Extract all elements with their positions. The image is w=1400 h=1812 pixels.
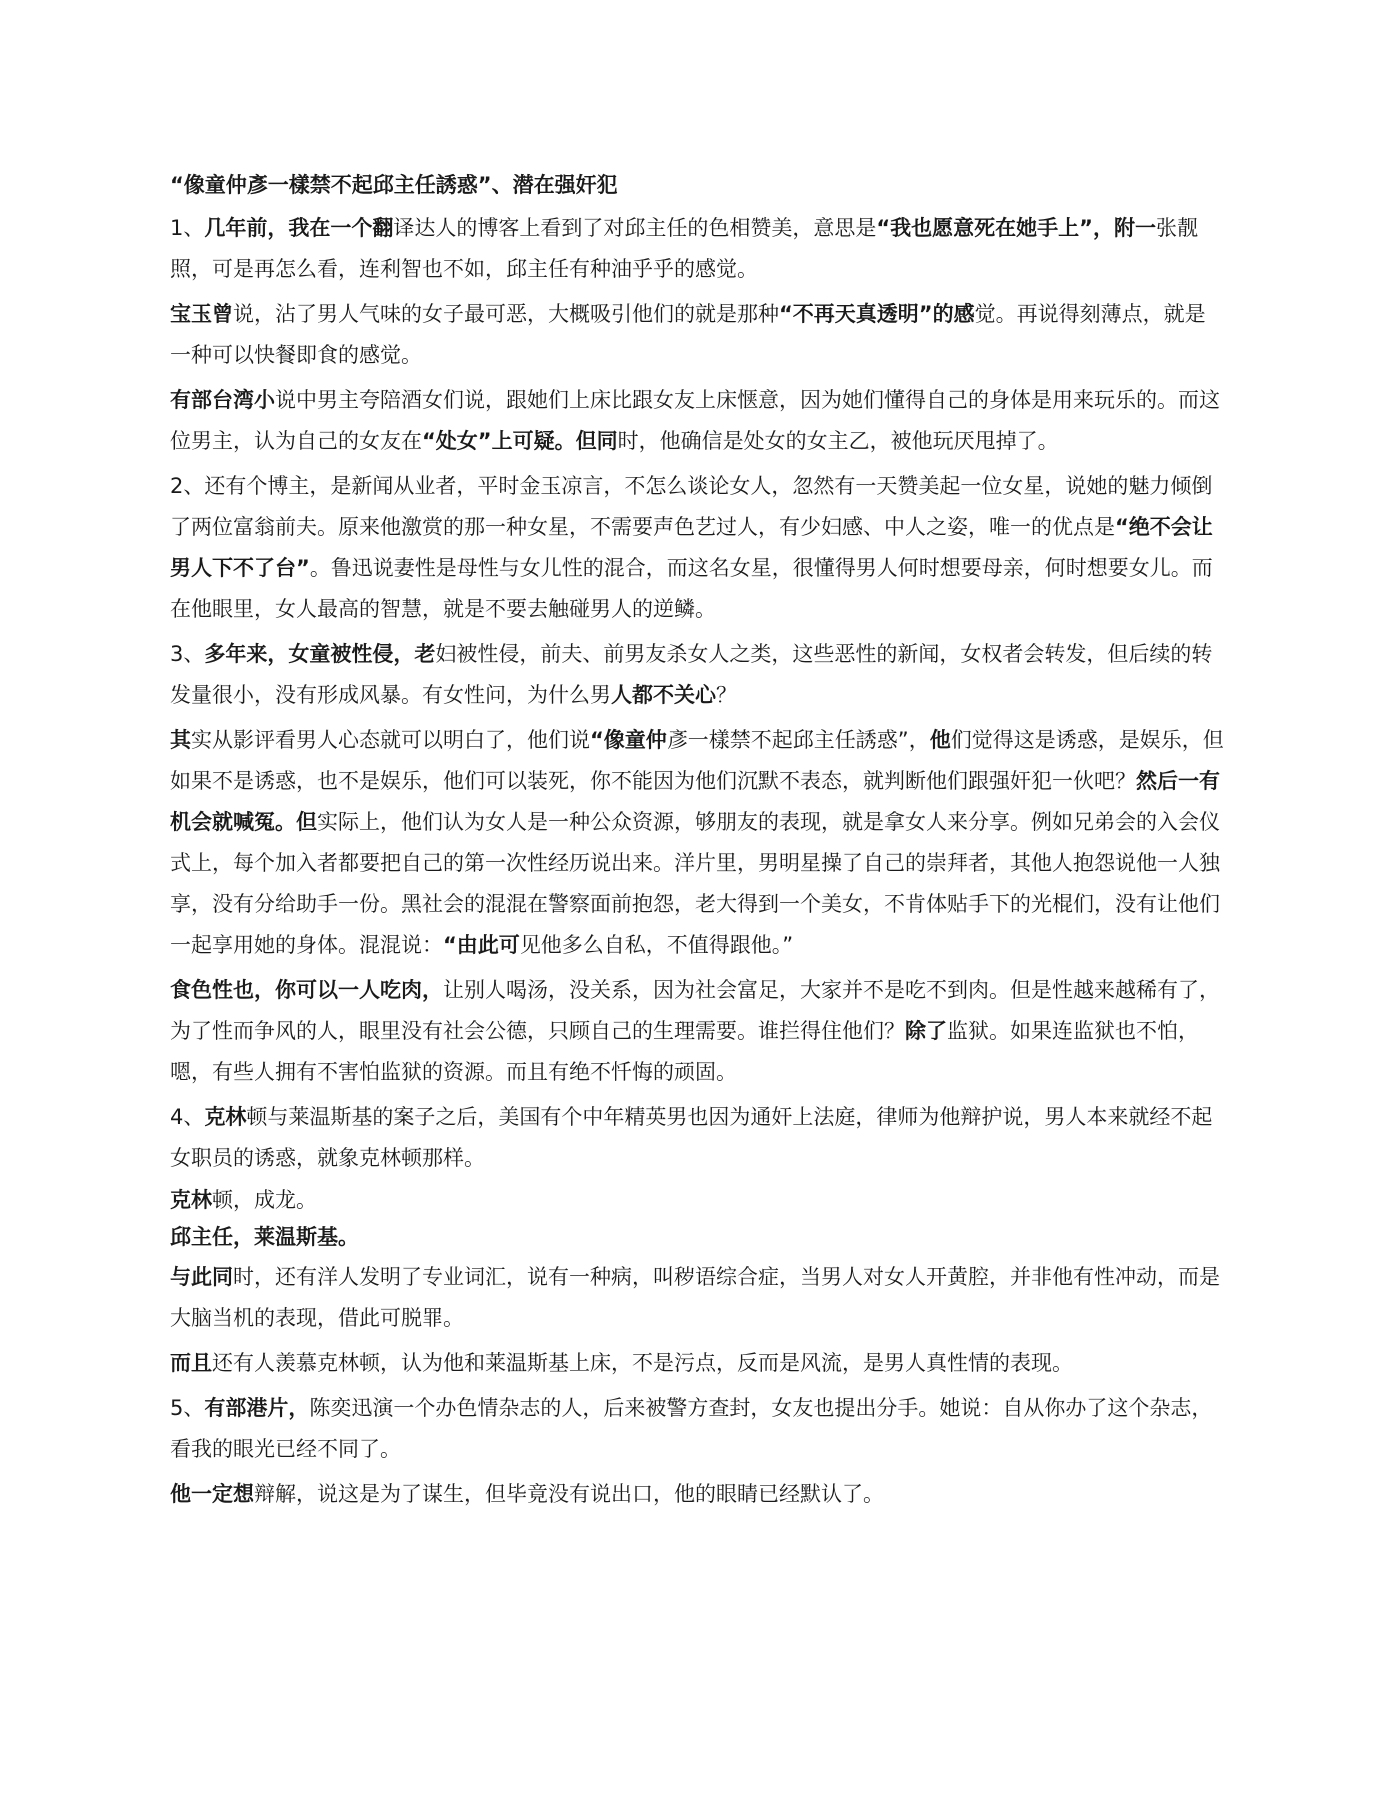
bold-text-run: 你可以一人吃肉， — [275, 978, 443, 1002]
text-run: 见他多么自私，不值得跟他。” — [519, 933, 794, 957]
document-body — [170, 208, 1225, 1515]
text-run: 们觉得这是诱惑，是娱乐，但如果不是诱惑，也不是娱乐，他们可以装死，你不能因为他们沉默不表态，就判断他们跟强奸犯一伙吧？ — [170, 728, 1224, 793]
bold-text-run: “像童仲 — [590, 728, 667, 752]
bold-text-run: 人都不关心 — [611, 683, 716, 707]
bold-text-run: 老 — [414, 642, 436, 666]
text-run: 说，沾了男人气味的女子最可恶，大概吸引他们的就是那种 — [233, 302, 779, 326]
bold-text-run: “处女”上可疑。但同 — [422, 429, 618, 453]
text-run: 3、 — [170, 642, 205, 666]
text-run: 陈奕迅演一个办色情杂志的人，后来被警方查封，女友也提出分手。她说：自从你办了这个杂志，看我的眼光已经不同了。 — [170, 1396, 1213, 1461]
bold-text-run: 有部港片， — [204, 1396, 310, 1420]
bold-text-run: 他 — [929, 728, 951, 752]
paragraph — [170, 466, 1225, 630]
text-run: 让别人喝汤，没关系，因为社会富足，大家并不是吃不到肉。但是性越来越稀有了，为了性而争风的人，眼里没有社会公德，只顾自己的生理需要。谁拦得住他们？ — [170, 978, 1220, 1043]
bold-text-run: 邱主任，莱温斯基。 — [170, 1225, 359, 1249]
bold-text-run: “我也愿意死在她手上”， — [876, 216, 1114, 240]
text-run: 还有人羡慕克林顿，认为他和莱温斯基上床，不是污点，反而是风流，是男人真性情的表现。 — [212, 1351, 1073, 1375]
bold-text-run: 附一 — [1113, 216, 1156, 240]
bold-text-run: 其 — [170, 728, 191, 752]
bold-text-run: “不再天真透明”的感 — [779, 302, 975, 326]
text-run: 辩解，说这是为了谋生，但毕竟没有说出口，他的眼睛已经默认了。 — [254, 1482, 884, 1506]
text-run: 时，他确信是处女的女主乙，被他玩厌甩掉了。 — [617, 429, 1059, 453]
text-run: 彥一樣禁不起邱主任誘惑”， — [666, 728, 930, 752]
paragraph — [170, 720, 1225, 966]
bold-text-run: “像童仲彥一樣禁不起邱主任誘惑”、潜在强奸犯 — [170, 173, 618, 197]
bold-text-run: 女童被性侵， — [288, 642, 415, 666]
bold-text-run: 除了 — [905, 1019, 947, 1043]
document-title — [170, 166, 1225, 204]
bold-text-run: 几年前， — [204, 216, 289, 240]
bold-text-run: 翻 — [372, 216, 394, 240]
text-run: 4、 — [170, 1105, 205, 1129]
text-run: 译达人的博客上看到了对邱主任的色相赞美，意思是 — [393, 216, 877, 240]
bold-text-run: 食色性也， — [170, 978, 275, 1002]
paragraph — [170, 1183, 1225, 1218]
paragraph — [170, 380, 1225, 462]
text-run: 实际上，他们认为女人是一种公众资源，够朋友的表现，就是拿女人来分享。例如兄弟会的入会仪式上，每个加入者都要把自己的第一次性经历说出来。洋片里，男明星操了自己的崇拜者，其他人抱怨说他一人独享，没有分给助手一份。黑社会的混混在警察面前抱怨，老大得到一个美女，不肯体贴手下的光棍们，没有让他们一起享用她的身体。混混说： — [170, 810, 1220, 957]
bold-text-run: 有部台湾小 — [170, 388, 275, 412]
text-run: 监狱。如果连监狱也不怕，嗯，有些人拥有不害怕监狱的资源。而且有绝不忏悔的顽固。 — [170, 1019, 1199, 1084]
paragraph — [170, 294, 1225, 376]
text-run: ？ — [716, 683, 737, 707]
text-run: 妇被性侵，前夫、前男友杀女人之类，这些恶性的新闻，女权者会转发，但后续的转发量很小，没有形成风暴。有女性问，为什么男 — [170, 642, 1213, 707]
bold-text-run: 我在一个 — [288, 216, 373, 240]
bold-text-run: 克林 — [170, 1188, 212, 1212]
paragraph — [170, 1220, 1225, 1255]
bold-text-run: 然后一有机会就喊冤。但 — [170, 769, 1220, 834]
text-run: 张靓照，可是再怎么看，连利智也不如，邱主任有种油乎乎的感觉。 — [170, 216, 1198, 281]
text-run: 说中男主夸陪酒女们说，跟她们上床比跟女友上床惬意，因为她们懂得自己的身体是用来玩乐的。而这位男主，认为自己的女友在 — [170, 388, 1220, 453]
paragraph — [170, 1257, 1225, 1339]
paragraph — [170, 1343, 1225, 1384]
text-run: 实从影评看男人心态就可以明白了，他们说 — [191, 728, 590, 752]
paragraph — [170, 1474, 1225, 1515]
text-run: 顿，成龙。 — [212, 1188, 317, 1212]
paragraph — [170, 1388, 1225, 1470]
bold-text-run: “由此可 — [443, 933, 520, 957]
text-run: 5、 — [170, 1396, 205, 1420]
bold-text-run: “绝不会让男人下不了台” — [170, 515, 1213, 580]
bold-text-run: 与此同 — [170, 1265, 233, 1289]
bold-text-run: 多年来， — [204, 642, 289, 666]
document-page — [170, 166, 1225, 1519]
paragraph — [170, 208, 1225, 290]
bold-text-run: 他一定想 — [170, 1482, 254, 1506]
text-run: 觉。再说得刻薄点，就是一种可以快餐即食的感觉。 — [170, 302, 1206, 367]
bold-text-run: 而且 — [170, 1351, 212, 1375]
text-run: 时，还有洋人发明了专业词汇，说有一种病，叫秽语综合症，当男人对女人开黄腔，并非他有性冲动，而是大脑当机的表现，借此可脱罪。 — [170, 1265, 1220, 1330]
text-run: 。鲁迅说妻性是母性与女儿性的混合，而这名女星，很懂得男人何时想要母亲，何时想要女儿。而在他眼里，女人最高的智慧，就是不要去触碰男人的逆鳞。 — [170, 556, 1213, 621]
text-run: 1、 — [170, 216, 205, 240]
text-run: 顿与莱温斯基的案子之后，美国有个中年精英男也因为通奸上法庭，律师为他辩护说，男人本来就经不起女职员的诱惑，就象克林顿那样。 — [170, 1105, 1213, 1170]
paragraph — [170, 1097, 1225, 1179]
text-run: 2、还有个博主，是新闻从业者，平时金玉凉言，不怎么谈论女人，忽然有一天赞美起一位女星，说她的魅力倾倒了两位富翁前夫。原来他激赏的那一种女星，不需要声色艺过人，有少妇感、中人之姿，唯一的优点是 — [170, 474, 1213, 539]
paragraph — [170, 970, 1225, 1093]
bold-text-run: 克林 — [204, 1105, 247, 1129]
bold-text-run: 宝玉曾 — [170, 302, 233, 326]
paragraph — [170, 634, 1225, 716]
